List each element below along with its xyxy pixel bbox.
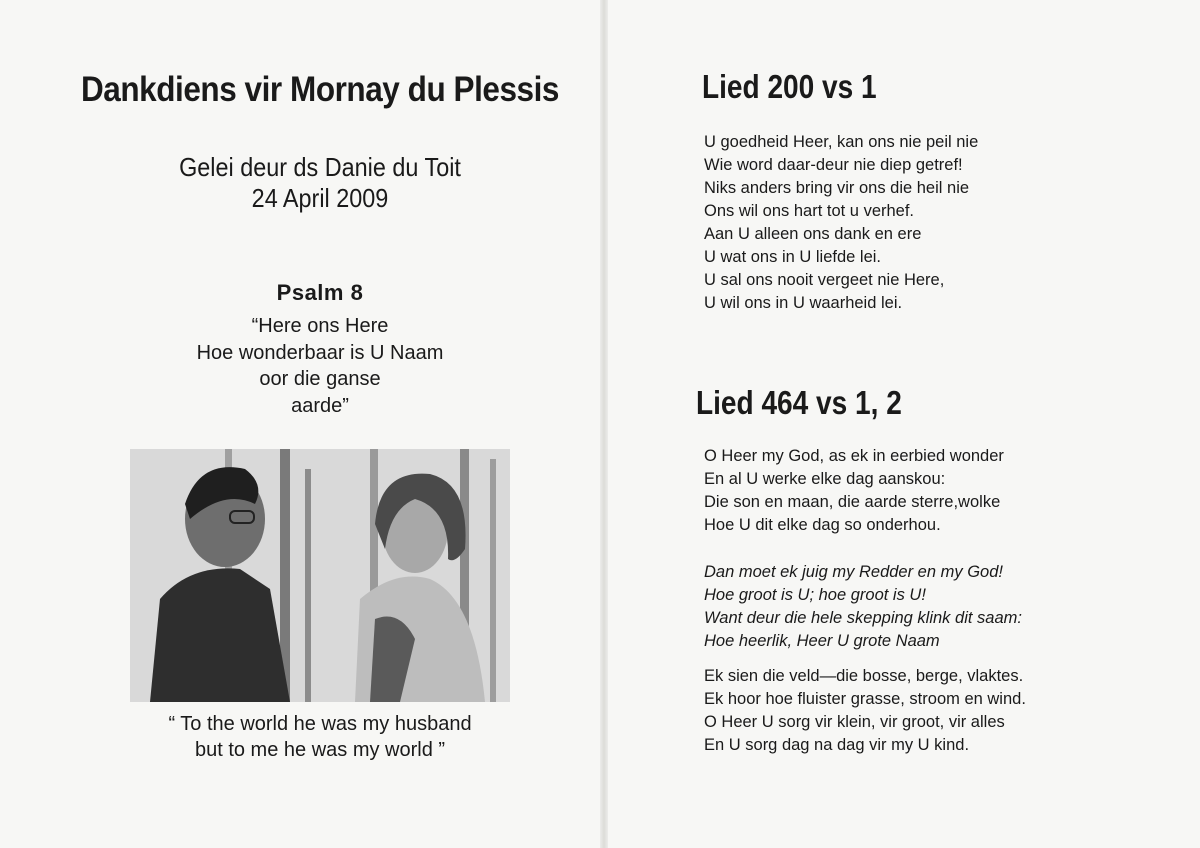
hymn-200-verse bbox=[704, 131, 978, 315]
hymn-464-verse-2 bbox=[704, 665, 1026, 757]
lyric-line: Aan U alleen ons dank en ere bbox=[704, 225, 922, 243]
psalm-line: aarde” bbox=[291, 394, 349, 417]
lyric-line: U wil ons in U waarheid lei. bbox=[704, 294, 903, 312]
lyric-line: Hoe groot is U; hoe groot is U! bbox=[704, 586, 926, 604]
psalm-verse bbox=[120, 313, 520, 419]
lyric-line: O Heer U sorg vir klein, vir groot, vir alles bbox=[704, 713, 1005, 731]
lyric-line: Dan moet ek juig my Redder en my God! bbox=[704, 563, 1003, 581]
lyric-line: O Heer my God, as ek in eerbied wonder bbox=[704, 447, 1004, 465]
officiant-line: Gelei deur ds Danie du Toit bbox=[179, 152, 461, 182]
lyric-line: Wie word daar-deur nie diep getref! bbox=[704, 156, 963, 174]
lyric-line: En al U werke elke dag aanskou: bbox=[704, 470, 946, 488]
psalm-line: Hoe wonderbaar is U Naam bbox=[196, 341, 444, 364]
photo-caption bbox=[120, 711, 520, 763]
lyric-line: Ons wil ons hart tot u verhef. bbox=[704, 202, 915, 220]
hymn-200-heading: Lied 200 vs 1 bbox=[702, 68, 877, 105]
lyric-line: U sal ons nooit vergeet nie Here, bbox=[704, 271, 945, 289]
psalm-heading: Psalm 8 bbox=[276, 280, 364, 305]
psalm-line: oor die ganse bbox=[259, 368, 381, 390]
lyric-line: Ek sien die veld—die bosse, berge, vlaktes. bbox=[704, 667, 1024, 685]
lyric-line: Hoe heerlik, Heer U grote Naam bbox=[704, 632, 940, 650]
hymn-464-refrain bbox=[704, 561, 1022, 653]
memorial-title: Dankdiens vir Mornay du Plessis bbox=[81, 70, 559, 109]
hymn-464-heading: Lied 464 vs 1, 2 bbox=[696, 384, 902, 421]
hymn-464-verse-1 bbox=[704, 445, 1004, 537]
lyric-line: U wat ons in U liefde lei. bbox=[704, 248, 881, 266]
lyric-line: Hoe U dit elke dag so onderhou. bbox=[704, 516, 941, 534]
page-fold bbox=[600, 0, 608, 848]
lyric-line: Niks anders bring vir ons die heil nie bbox=[704, 179, 970, 197]
couple-photo bbox=[130, 449, 510, 702]
lyric-line: Die son en maan, die aarde sterre,wolke bbox=[704, 493, 1001, 511]
caption-line: “ To the world he was my husband bbox=[168, 713, 472, 735]
service-date: 24 April 2009 bbox=[251, 183, 389, 213]
lyric-line: En U sorg dag na dag vir my U kind. bbox=[704, 736, 970, 754]
caption-line: but to me he was my world ” bbox=[194, 739, 446, 761]
lyric-line: Want deur die hele skepping klink dit saam: bbox=[704, 609, 1022, 627]
lyric-line: Ek hoor hoe fluister grasse, stroom en wind. bbox=[704, 690, 1026, 708]
psalm-line: “Here ons Here bbox=[251, 315, 389, 337]
lyric-line: U goedheid Heer, kan ons nie peil nie bbox=[704, 133, 979, 151]
